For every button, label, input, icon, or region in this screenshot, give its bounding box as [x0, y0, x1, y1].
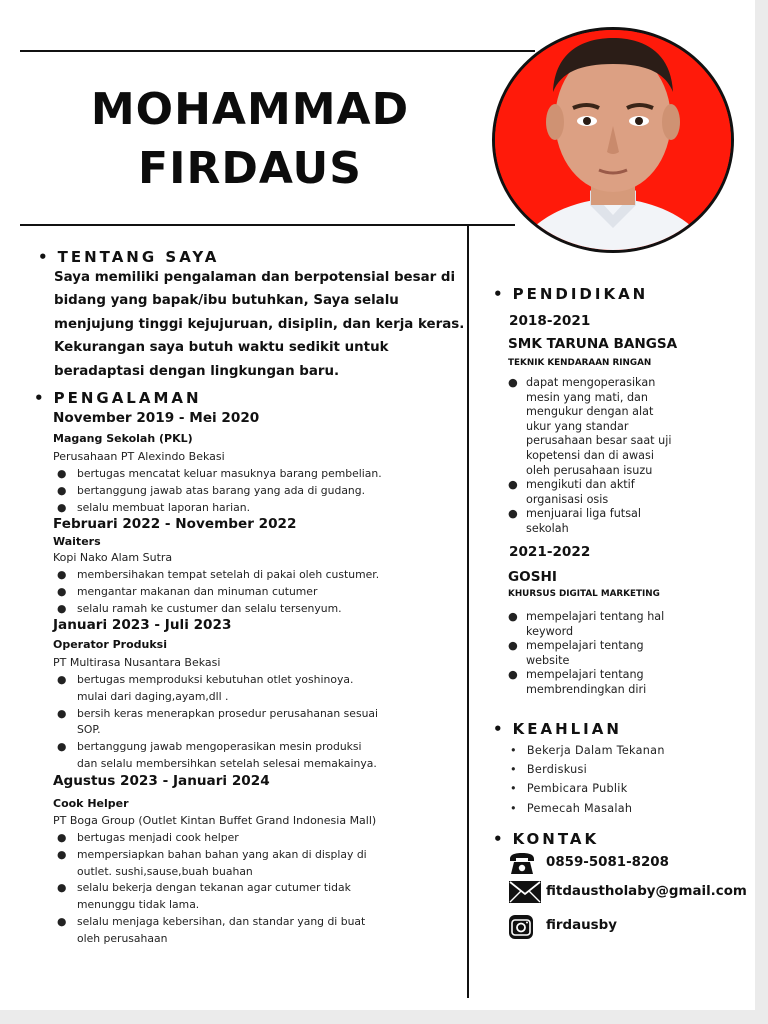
education-item-list — [506, 610, 664, 698]
contact-section-title — [493, 830, 599, 848]
name-last: FIRDAUS — [138, 143, 362, 194]
phone-icon — [508, 851, 536, 877]
job-period: Februari 2022 - November 2022 — [53, 516, 297, 532]
education-item: ● mempelajari tentang hal keyword — [508, 610, 665, 638]
about-line: bidang yang bapak/ibu butuhkan, Saya selalu — [54, 293, 399, 309]
education-subject: KHURSUS DIGITAL MARKETING — [508, 589, 660, 599]
education-item: ● mempelajari tentang website — [508, 639, 644, 667]
job-period: Januari 2023 - Juli 2023 — [53, 617, 232, 633]
experience-title-text: PENGALAMAN — [53, 389, 202, 407]
job-company: PT Boga Group (Outlet Kintan Buffet Grand Indonesia Mall) — [53, 814, 377, 827]
job-role: Magang Sekolah (PKL) — [53, 432, 193, 445]
name-first: MOHAMMAD — [90, 84, 410, 135]
about-line: beradaptasi dengan lingkungan baru. — [54, 363, 340, 379]
skills-section-title — [493, 720, 622, 738]
job-task: ● membersihakan tempat setelah di pakai oleh custumer. — [57, 568, 380, 581]
job-task-list — [55, 567, 379, 617]
profile-photo — [492, 27, 734, 253]
job-task: ● bertanggung jawab mengoperasikan mesin produksi dan selalu membersihkan setelah selesai memakainya. — [57, 740, 377, 770]
job-task: ● selalu menjaga kebersihan, dan standar yang di buat oleh perusahaan — [57, 914, 366, 945]
bullet-icon: • — [34, 389, 44, 407]
profile-photo-image — [495, 30, 731, 250]
education-section-title — [493, 285, 648, 303]
job-role: Cook Helper — [53, 797, 129, 810]
education-school: SMK TARUNA BANGSA — [508, 336, 678, 352]
job-company: Perusahaan PT Alexindo Bekasi — [53, 450, 225, 463]
job-period: Agustus 2023 - Januari 2024 — [53, 773, 270, 789]
job-role: Waiters — [53, 535, 101, 548]
education-school: GOSHI — [508, 569, 557, 585]
education-item: ● mempelajari tentang membrendingkan diri — [508, 668, 647, 696]
instagram-handle: firdausby — [546, 918, 617, 933]
job-task: ● selalu bekerja dengan tekanan agar cutumer tidak menunggu tidak lama. — [57, 881, 351, 912]
job-task: ● bertugas mencatat keluar masuknya barang pembelian. — [57, 467, 382, 480]
job-task: ● bersih keras menerapkan prosedur perusahanan sesuai SOP. — [57, 706, 379, 737]
about-line: Saya memiliki pengalaman dan berpotensial besar di — [54, 270, 456, 285]
job-task: ● mengantar makanan dan minuman cutumer — [57, 584, 318, 598]
job-task: ● selalu membuat laporan harian. — [57, 500, 251, 514]
column-divider — [467, 224, 469, 998]
skill-item: • Berdiskusi — [510, 763, 588, 777]
about-section-title — [38, 248, 219, 266]
education-item: ● menjuarai liga futsal sekolah — [508, 507, 641, 535]
bullet-icon: • — [38, 248, 48, 266]
header-top-rule — [20, 50, 535, 52]
job-task-list — [55, 830, 367, 948]
job-task: ● selalu ramah ke custumer dan selalu tersenyum. — [57, 601, 342, 615]
education-years: 2018-2021 — [509, 313, 591, 329]
education-title-text: PENDIDIKAN — [512, 285, 649, 303]
education-years: 2021-2022 — [509, 544, 591, 560]
instagram-icon — [508, 914, 534, 940]
job-role: Operator Produksi — [53, 638, 167, 651]
bullet-icon: • — [493, 720, 503, 738]
skill-item: • Bekerja Dalam Tekanan — [510, 744, 665, 757]
skill-item: • Pemecah Masalah — [510, 801, 633, 815]
education-item: ● dapat mengoperasikan mesin yang mati, dan mengukur dengan alat ukur yang standar perusahaan besar saat uji kopetensi dan di awasi oleh perusahaan isuzu — [508, 376, 672, 477]
about-title-text: TENTANG SAYA — [57, 248, 220, 266]
education-item-list — [506, 376, 671, 537]
job-task-list — [55, 672, 378, 773]
email-icon — [508, 880, 542, 904]
phone-number: 0859-5081-8208 — [546, 855, 669, 870]
job-company: PT Multirasa Nusantara Bekasi — [53, 656, 221, 669]
about-text — [54, 266, 465, 383]
job-task: ● mempersiapkan bahan bahan yang akan di display di outlet. sushi,sause,buah buahan — [57, 847, 367, 878]
job-company: Kopi Nako Alam Sutra — [53, 551, 173, 564]
job-task-list — [55, 466, 382, 516]
about-line: menjujung tinggi kejujuruan, disiplin, dan kerja keras. — [54, 316, 465, 332]
skills-title-text: KEAHLIAN — [512, 720, 622, 738]
job-task: ● bertanggung jawab atas barang yang ada di gudang. — [57, 483, 366, 497]
email-address: fitdaustholaby@gmail.com — [546, 884, 747, 899]
job-task: ● bertugas menjadi cook helper — [57, 831, 239, 844]
education-item: ● mengikuti dan aktif organisasi osis — [508, 478, 635, 506]
skills-list — [510, 741, 665, 818]
about-line: Kekurangan saya butuh waktu sedikit untuk — [54, 340, 389, 356]
education-subject: TEKNIK KENDARAAN RINGAN — [508, 358, 652, 368]
experience-section-title — [34, 389, 202, 407]
bullet-icon: • — [493, 830, 503, 848]
skill-item: • Pembicara Publik — [510, 782, 628, 796]
header-bottom-rule — [20, 224, 515, 226]
bullet-icon: • — [493, 285, 503, 303]
job-period: November 2019 - Mei 2020 — [53, 410, 260, 426]
contact-title-text: KONTAK — [512, 830, 600, 848]
job-task: ● bertugas memproduksi kebutuhan otlet yoshinoya. mulai dari daging,ayam,dll . — [57, 673, 354, 703]
